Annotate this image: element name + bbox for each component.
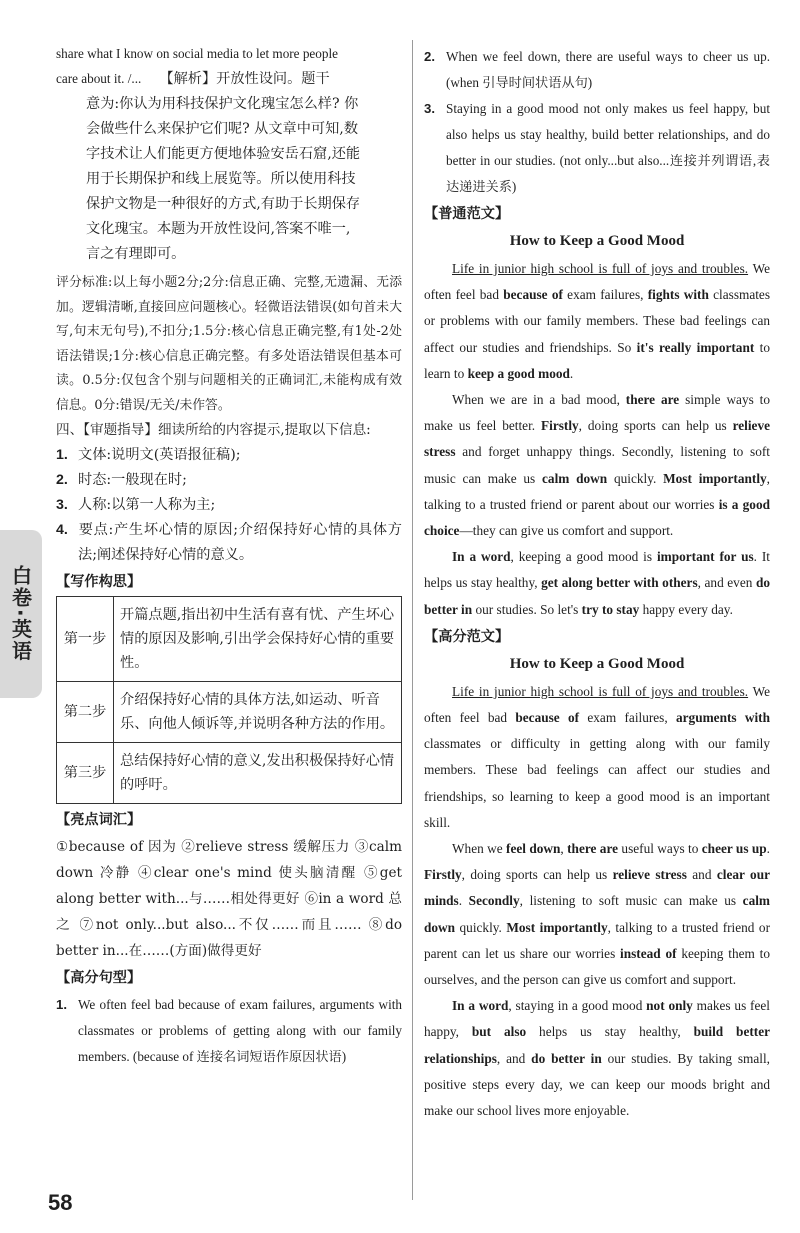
side-tab — [0, 530, 42, 698]
analysis-line-7: 言之有理即可。 — [86, 246, 186, 262]
analysis-label: 【解析】开放性设问。题干 — [159, 71, 330, 87]
plan-text: 总结保持好心情的意义,发出积极保持好心情的呼吁。 — [114, 743, 402, 804]
table-row — [57, 597, 402, 682]
essay-title: How to Keep a Good Mood — [509, 655, 685, 672]
vocab-head: 【亮点词汇】 — [56, 812, 142, 828]
sentence-item-3: 3. Staying in a good mood not only makes us feel happy, but also helps us stay healthy, build better relationships, and do better in our studies. (not only...but also...连接并列谓语,表达递进关系) — [424, 101, 770, 194]
plan-text: 介绍保持好心情的具体方法,如运动、听音乐、向他人倾诉等,并说明各种方法的作用。 — [114, 682, 402, 743]
sentence-item-1: 1. We often feel bad because of exam failures, arguments with classmates or problems of getting along with our family members. (because of 连接名词短语作原因状语) — [56, 997, 402, 1064]
analysis-line-2: 会做些什么来保护它们呢? 从文章中可知,数 — [86, 121, 359, 137]
intro-line-2 — [56, 66, 402, 92]
intro-line-1: share what I know on social media to let more people — [56, 46, 338, 61]
right-column — [424, 44, 770, 1124]
guide-list — [56, 443, 402, 568]
plan-step: 第二步 — [57, 682, 114, 743]
guide-item: 1. 文体:说明文(英语报征稿); — [56, 447, 241, 463]
scoring-criteria: 评分标准:以上每小题2分;2分:信息正确、完整,无遗漏、无添加。逻辑清晰,直接回应问题核心。轻微语法错误(如句首未大写,句末无句号),不扣分;1.5分:核心信息正确完整,有1处-2处语法错误;1分:核心信息正确完整。有多处语法错误但基本可读。0.5分:仅包含个别与问题相关的正确词汇,未能构成有效信息。0分:错误/无关/未作答。 — [56, 275, 402, 413]
analysis-line-6: 文化瑰宝。本题为开放性设问,答案不唯一, — [86, 221, 351, 237]
table-row — [57, 743, 402, 804]
sentence-head: 【高分句型】 — [56, 970, 142, 986]
analysis-body — [56, 92, 402, 267]
essay-paragraph: In a word, staying in a good mood not only makes us feel happy, but also helps us stay healthy, build better relationships, and do better in our studies. By taking small, positive steps every day, we can keep our moods bright and make our school lives more enjoyable. — [424, 998, 771, 1119]
page-number: 58 — [48, 1190, 73, 1215]
essay-paragraph: In a word, keeping a good mood is important for us. It helps us stay healthy, get along better with others, and even do better in our studies. So let's try to stay happy every day. — [424, 549, 770, 617]
high-score-essay — [424, 679, 770, 1124]
high-essay-head: 【高分范文】 — [424, 628, 510, 645]
section4-head: 四、【审题指导】细读所给的内容提示,提取以下信息: — [56, 422, 371, 438]
guide-item: 4. 要点:产生坏心情的原因;介绍保持好心情的具体方法;阐述保持好心情的意义。 — [56, 522, 402, 563]
left-column — [56, 42, 402, 1070]
essay-paragraph: Life in junior high school is full of joys and troubles. We often feel bad because of exam failures, fights with classmates or problems with our family members. These bad feelings can affect our studies and friendships. So it's really important to learn to keep a good mood. — [424, 261, 771, 381]
normal-essay-head: 【普通范文】 — [424, 206, 510, 222]
plan-step: 第一步 — [57, 597, 114, 682]
guide-item: 3. 人称:以第一人称为主; — [56, 497, 216, 513]
table-row — [57, 682, 402, 743]
column-divider — [412, 40, 413, 1200]
essay-title: How to Keep a Good Mood — [509, 233, 685, 249]
normal-essay — [424, 256, 770, 623]
plan-head: 【写作构思】 — [56, 574, 142, 590]
intro-block — [56, 42, 402, 267]
plan-step: 第三步 — [57, 743, 114, 804]
vocab-list: ①because of 因为 ②relieve stress 缓解压力 ③calm down 冷静 ④clear one's mind 使头脑清醒 ⑤get along better with...与……相处得更好 ⑥in a word 总之 ⑦not only...but also...不仅……而且…… ⑧do better in...在……(方面)做得更好 — [56, 839, 402, 959]
essay-paragraph: Life in junior high school is full of joys and troubles. We often feel bad because of exam failures, arguments with classmates or difficulty in getting along with our family members. These bad feelings can affect our studies and friendships, so learning to keep a good mood is an important skill. — [424, 683, 770, 830]
essay-paragraph: When we feel down, there are useful ways to cheer us up. Firstly, doing sports can help us relieve stress and clear our minds. Secondly, listening to soft music can make us calm down quickly. Most importantly, talking to a trusted friend or parent can let us share our worries instead of keeping them to ourselves, and the person can give us comfort and support. — [424, 841, 771, 988]
essay-paragraph: When we are in a bad mood, there are simple ways to make us feel better. Firstly, doing sports can help us relieve stress and forget unhappy things. Secondly, listening to soft music can make us calm down quickly. Most importantly, talking to a trusted friend or parent about our worries is a good choice—they can give us comfort and support. — [424, 392, 771, 539]
analysis-line-5: 保护文物是一种很好的方式,有助于长期保存 — [86, 196, 361, 212]
sentence-item-2: 2. When we feel down, there are useful ways to cheer us up. (when 引导时间状语从句) — [424, 49, 770, 90]
writing-plan-table — [56, 596, 402, 804]
analysis-line-1: 意为:你认为用科技保护文化瑰宝怎么样? 你 — [86, 96, 359, 112]
plan-text: 开篇点题,指出初中生活有喜有忧、产生坏心情的原因及影响,引出学会保持好心情的重要性。 — [114, 597, 402, 682]
guide-item: 2. 时态:一般现在时; — [56, 472, 187, 488]
intro-line-2-en: care about it. /... — [56, 71, 142, 86]
analysis-line-4: 用于长期保护和线上展览等。所以使用科技 — [86, 171, 356, 187]
side-tab-label: 白卷·英语 — [8, 565, 33, 663]
analysis-line-3: 字技术让人们能更方便地体验安岳石窟,还能 — [86, 146, 361, 162]
